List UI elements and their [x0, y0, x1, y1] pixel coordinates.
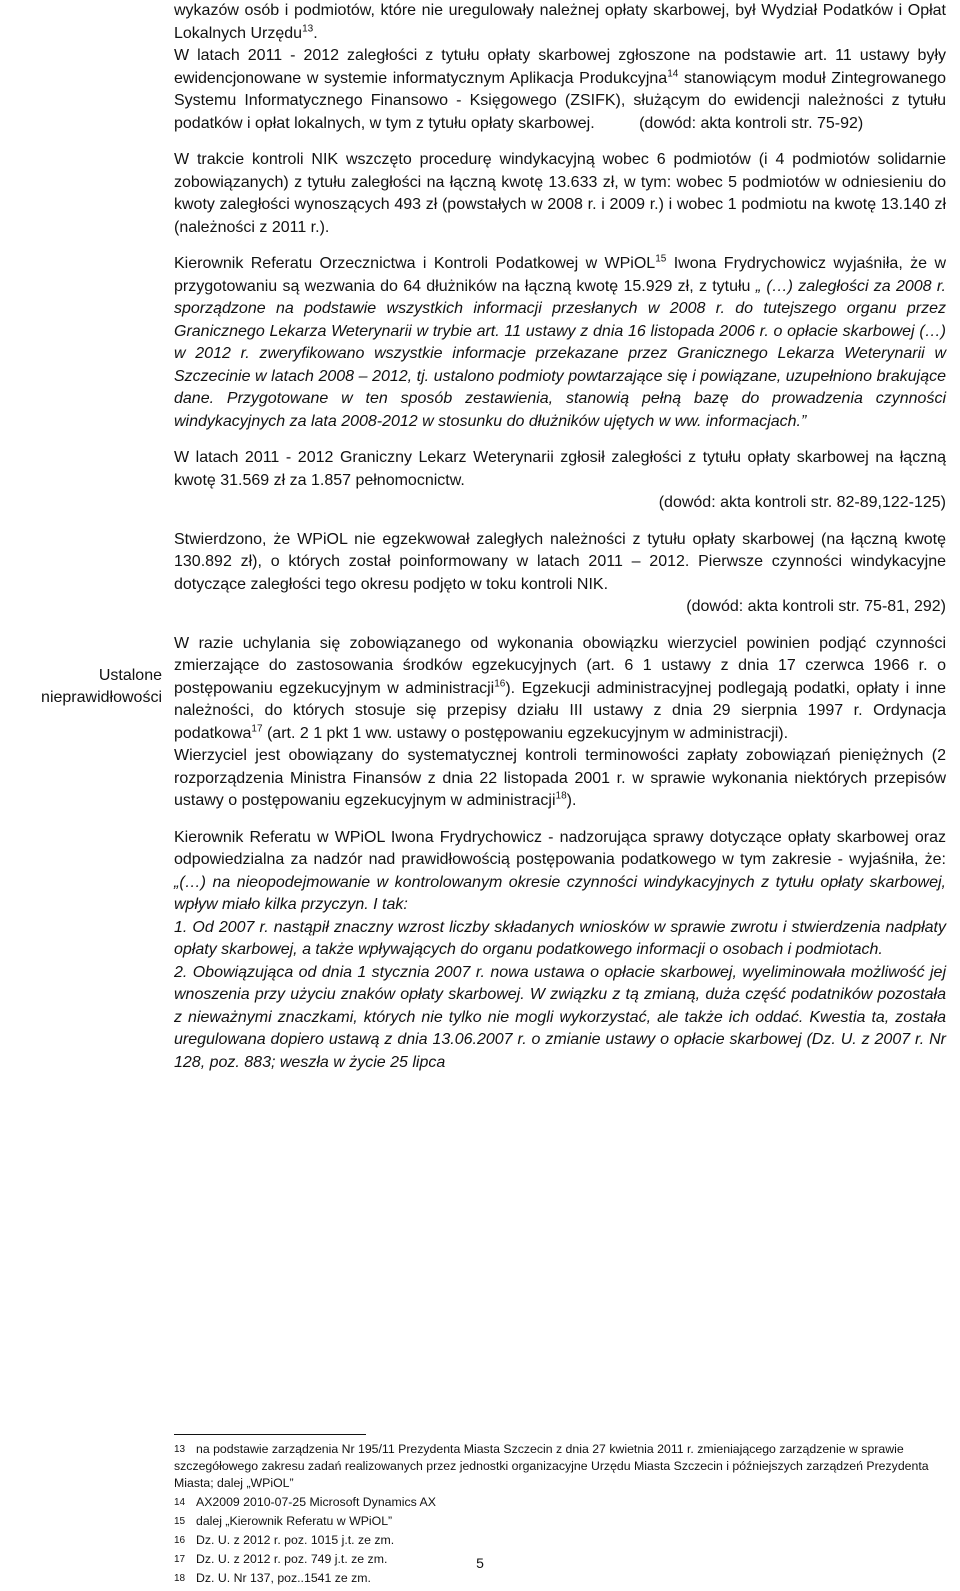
footnote-ref-18[interactable]: 18	[555, 790, 567, 802]
text-run: (art. 2 1 pkt 1 ww. ustawy o postępowaniu egzekucyjnym w administracji).	[262, 724, 789, 742]
paragraph-7	[174, 745, 946, 813]
paragraph-5: Stwierdzono, że WPiOL nie egzekwował zaległych należności z tytułu opłaty skarbowej (na łączną kwotę 130.892 zł), o których został poinformowany w latach 2011 – 2012. Pierwsze czynności windykacyjne dotyczące zaległości tego okresu podjęto w toku kontroli NIK.	[174, 530, 946, 593]
footnote-14	[174, 1494, 946, 1511]
paragraph-10: 2. Obowiązująca od dnia 1 stycznia 2007 r. nowa ustawa o opłacie skarbowej, wyeliminowała możliwość jej wnoszenia przy użyciu znaków opłaty skarbowej. W związku z tą zmianą, duża część podatników pozostała z nieważnymi znaczkami, których nie tylko nie mogli wykorzystać, ale także ich oddać. Kwestia ta, została uregulowana dopiero ustawą z dnia 13.06.2007 r. o zmianie ustawy o opłacie skarbowej (Dz. U. z 2007 r. Nr 128, poz. 883; weszła w życie 25 lipca	[174, 963, 946, 1071]
text-run: W latach 2011 - 2012 zaległości z tytułu opłaty skarbowej zgłoszone na podstawie art. 11 ustawy były ewidencjonowane w systemie informatycznym Aplikacja Produkcyjna	[174, 47, 946, 87]
text-run: stanowiącym moduł Zintegrowanego Systemu Informatycznego Finansowo - Księgowego (ZSIFK), służącym do ewidencji należności z tytułu podatków i opłat lokalnych, w tym z tytułu opłaty skarbowej.	[174, 69, 947, 132]
footnote-18	[174, 1570, 946, 1587]
footnote-ref-15[interactable]: 15	[655, 253, 667, 265]
footnote-separator	[174, 1434, 366, 1435]
text-run: ).	[566, 792, 577, 809]
quoted-explanation: „(…) na nieopodejmowanie w kontrolowanym okresie czynności windykacyjnych z tytułu opłaty skarbowej, wpływ miało kilka przyczyn. I tak:	[174, 873, 946, 913]
footnote-ref-13[interactable]: 13	[302, 23, 314, 35]
paragraph-9: 1. Od 2007 r. nastąpił znaczny wzrost liczby składanych wniosków w sprawie zwrotu i stwierdzenia nadpłaty opłaty skarbowej, a także wpływających do organu podatkowego informacji o osobach i podmiotach.	[174, 918, 946, 958]
page-number: 5	[476, 1555, 484, 1571]
paragraph-0	[174, 0, 946, 45]
evidence-note: (dowód: akta kontroli str. 75-92)	[639, 114, 864, 132]
footnote-number: 13	[174, 1444, 186, 1455]
text-run: W razie uchylania się zobowiązanego od wykonania obowiązku wierzyciel powinien podjąć czynności zmierzające do zastosowania środków egzekucyjnych (art. 6 1 ustawy z dnia 17 czerwca 1966 r. o postępowaniu egzekucyjnym w administracji	[174, 634, 946, 697]
evidence-note: (dowód: akta kontroli str. 75-81, 292)	[686, 598, 946, 615]
footnote-text: Dz. U. z 2012 r. poz. 749 j.t. ze zm.	[196, 1552, 388, 1566]
paragraph-4: W latach 2011 - 2012 Graniczny Lekarz Weterynarii zgłosił zaległości z tytułu opłaty skarbowej na łączną kwotę 31.569 zł za 1.857 pełnomocnictw.	[174, 449, 946, 489]
text-run: wykazów osób i podmiotów, które nie uregulowały należnej opłaty skarbowej, był Wydział Podatków i Opłat Lokalnych Urzędu	[174, 2, 946, 42]
side-label-text: Ustalone nieprawidłowości	[41, 667, 162, 706]
footnote-text: Dz. U. z 2012 r. poz. 1015 j.t. ze zm.	[196, 1533, 395, 1547]
footnote-number: 14	[174, 1497, 186, 1508]
text-run: ). Egzekucji administracyjnej podlegają podatki, opłaty i inne należności, do których stosuje się przepisy działu III ustawy z dnia 29 sierpnia 1997 r. Ordynacja podatkowa	[174, 679, 946, 742]
paragraph-8	[174, 827, 946, 917]
footnote-13	[174, 1441, 946, 1492]
text-run: .	[313, 24, 318, 42]
footnote-16	[174, 1532, 946, 1549]
footnote-text: AX2009 2010-07-25 Microsoft Dynamics AX	[196, 1495, 436, 1509]
footnote-text: Dz. U. Nr 137, poz..1541 ze zm.	[196, 1571, 371, 1585]
footnote-number: 18	[174, 1573, 186, 1584]
footnote-number: 15	[174, 1516, 186, 1527]
quoted-explanation: „ (…) zaległości za 2008 r. sporządzone na podstawie wszystkich informacji przesłanych w 2008 r. do tutejszego organu przez Granicznego Lekarza Weterynarii w trybie art. 11 ustawy z dnia 16 listopada 2006 r. o opłacie skarbowej (…) w 2012 r. zweryfikowano wszystkie informacje przekazane przez Granicznego Lekarza Weterynarii w Szczecinie w latach 2008 – 2012, tj. ustalono podmioty powtarzające się i powiązane, uzupełniono brakujące dane. Przygotowane w ten sposób zestawienia, stanowią pełną bazę do prowadzenia czynności windykacyjnych za lata 2008-2012 w stosunku do dłużników ujętych w ww. informacjach.”	[174, 277, 947, 430]
footnote-ref-14[interactable]: 14	[667, 68, 679, 80]
footnote-ref-16[interactable]: 16	[494, 678, 506, 690]
footnote-number: 16	[174, 1535, 186, 1546]
paragraph-2: W trakcie kontroli NIK wszczęto procedurę windykacyjną wobec 6 podmiotów (i 4 podmiotów solidarnie zobowiązanych) z tytułu zaległości na łączną kwotę 13.633 zł, w tym: wobec 5 podmiotów w odniesieniu do kwoty zaległości wynoszących 493 zł (powstałych w 2008 r. i 2009 r.) i wobec 1 podmiotu na kwotę 13.140 zł (należności z 2011 r.).	[174, 151, 946, 236]
side-label	[0, 665, 162, 709]
footnote-text: na podstawie zarządzenia Nr 195/11 Prezydenta Miasta Szczecin z dnia 27 kwietnia 2011 r. zmieniającego zarządzenie w sprawie szczegółowego zakresu zadań realizowanych przez jednostki organizacyjne Urzędu Miasta Szczecin i późniejszych zarządzeń Prezydenta Miasta; dalej „WPiOL”	[174, 1442, 929, 1490]
evidence-note: (dowód: akta kontroli str. 82-89,122-125)	[658, 494, 946, 511]
footnote-number: 17	[174, 1554, 186, 1565]
footnote-text: dalej „Kierownik Referatu w WPiOL”	[196, 1514, 393, 1528]
text-run: Iwona Frydrychowicz wyjaśniła, że w przygotowaniu są wezwania do 64 dłużników na łączną kwotę 15.929 zł, z tytułu	[174, 255, 946, 295]
main-text	[174, 0, 946, 1074]
paragraph-1	[174, 45, 946, 135]
footnote-ref-17[interactable]: 17	[251, 723, 263, 735]
paragraph-3	[174, 253, 946, 433]
text-run: Kierownik Referatu w WPiOL Iwona Frydrychowicz - nadzorująca sprawy dotyczące opłaty skarbowej oraz odpowiedzialna za nadzór nad prawidłowością postępowania podatkowego w tym zakresie - wyjaśniła, że:	[174, 828, 946, 868]
paragraph-6	[174, 633, 946, 746]
footnote-15	[174, 1513, 946, 1530]
text-run: Kierownik Referatu Orzecznictwa i Kontroli Podatkowej w WPiOL	[174, 255, 656, 272]
text-run: Wierzyciel jest obowiązany do systematycznej kontroli terminowości zapłaty zobowiązań pieniężnych (2 rozporządzenia Ministra Finansów z dnia 22 listopada 2001 r. w sprawie wykonania niektórych przepisów ustawy o postępowaniu egzekucyjnym w administracji	[174, 747, 946, 809]
